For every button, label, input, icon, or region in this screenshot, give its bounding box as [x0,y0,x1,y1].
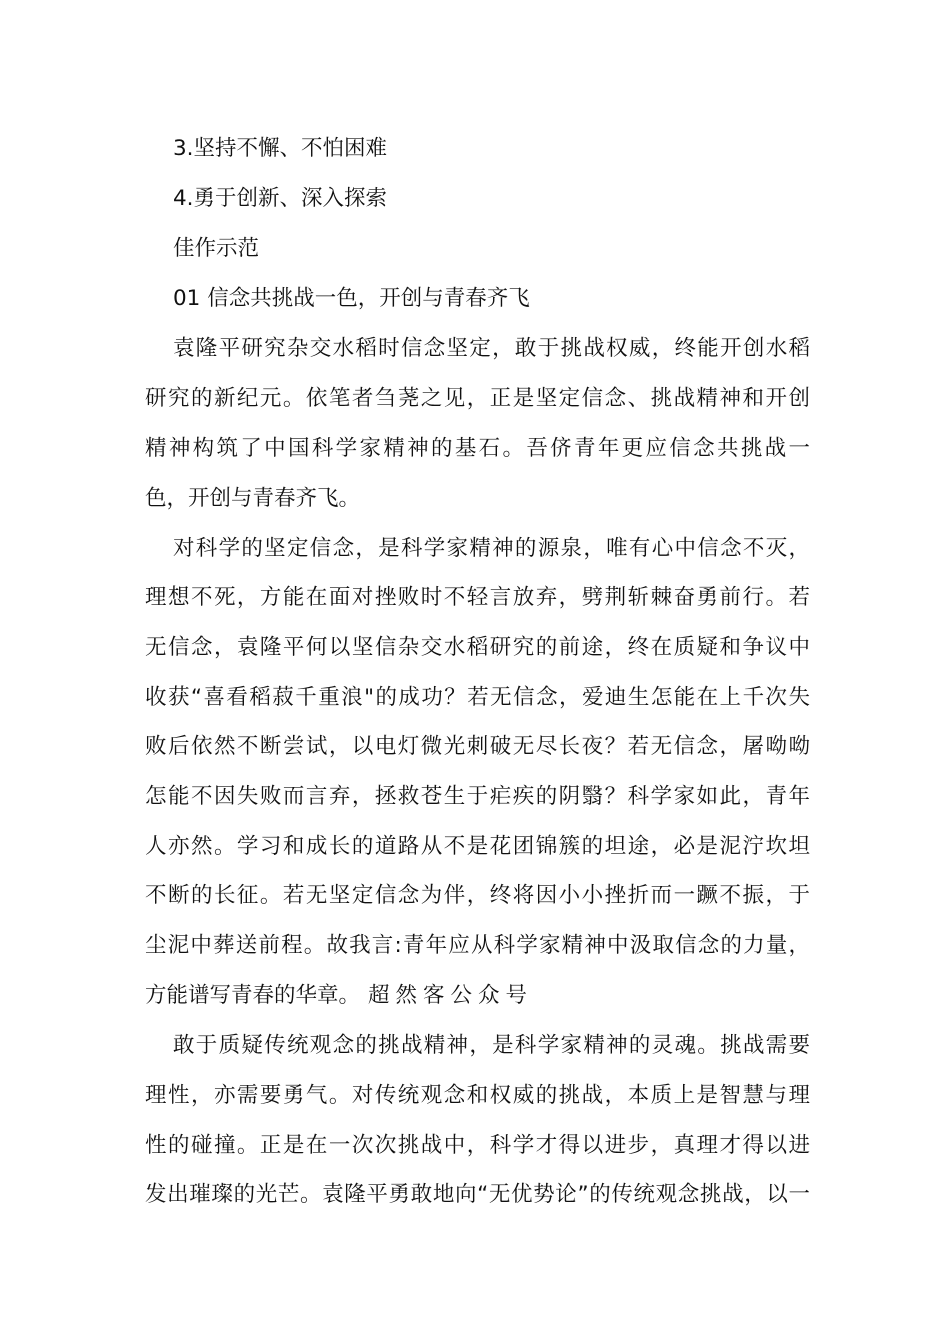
paragraph-2-last-line [145,981,810,1011]
paragraph-1-line: 精神构筑了中国科学家精神的基石。吾侪青年更应信念共挑战一 [145,436,810,461]
paragraph-2-line: 对科学的坚定信念，是科学家精神的源泉，唯有心中信念不灭， [173,536,810,561]
paragraph-2-line: 败后依然不断尝试，以电灯微光刺破无尽长夜？若无信念，屠呦呦 [145,734,810,759]
paragraph-2-line: 尘泥中葬送前程。故我言:青年应从科学家精神中汲取信念的力量， [145,933,810,958]
paragraph-2-line: 理想不死，方能在面对挫败时不轻言放弃，劈荆斩棘奋勇前行。若 [145,585,810,610]
paragraph-3-line: 理性，亦需要勇气。对传统观念和权威的挑战，本质上是智慧与理 [145,1083,810,1108]
paragraph-3-line: 发出璀璨的光芒。袁隆平勇敢地向“无优势论”的传统观念挑战，以一 [145,1182,810,1207]
paragraph-3-line: 性的碰撞。正是在一次次挑战中，科学才得以进步，真理才得以进 [145,1133,810,1158]
paragraph-1-line: 研究的新纪元。依笔者刍荛之见，正是坚定信念、挑战精神和开创 [145,386,810,411]
paragraph-3-line: 敢于质疑传统观念的挑战精神，是科学家精神的灵魂。挑战需要 [173,1033,810,1058]
paragraph-2-line: 无信念，袁隆平何以坚信杂交水稻研究的前途，终在质疑和争议中 [145,635,810,660]
watermark-text: 超然客公众号 [368,983,534,1008]
paragraph-1-line: 袁隆平研究杂交水稻时信念坚定，敢于挑战权威，终能开创水稻 [173,336,810,361]
section-heading: 佳作示范 [173,236,260,261]
list-item-4: 4.勇于创新、深入探索 [173,186,388,211]
paragraph-2-line: 方能谱写青春的华章。 [145,983,361,1008]
paragraph-2-line: 人亦然。学习和成长的道路从不是花团锦簇的坦途，必是泥泞坎坦 [145,834,810,859]
list-item-3: 3.坚持不懈、不怕困难 [173,136,388,161]
essay-title: 01 信念共挑战一色，开创与青春齐飞 [173,286,530,311]
paragraph-2-line: 怎能不因失败而言弃，拯救苍生于疟疾的阴翳？科学家如此，青年 [145,784,810,809]
paragraph-2-line: 收获“喜看稻菽千重浪"的成功？若无信念，爱迪生怎能在上千次失 [145,685,810,710]
paragraph-2-line: 不断的长征。若无坚定信念为伴，终将因小小挫折而一蹶不振，于 [145,883,810,908]
paragraph-1-line: 色，开创与青春齐飞。 [145,486,361,511]
